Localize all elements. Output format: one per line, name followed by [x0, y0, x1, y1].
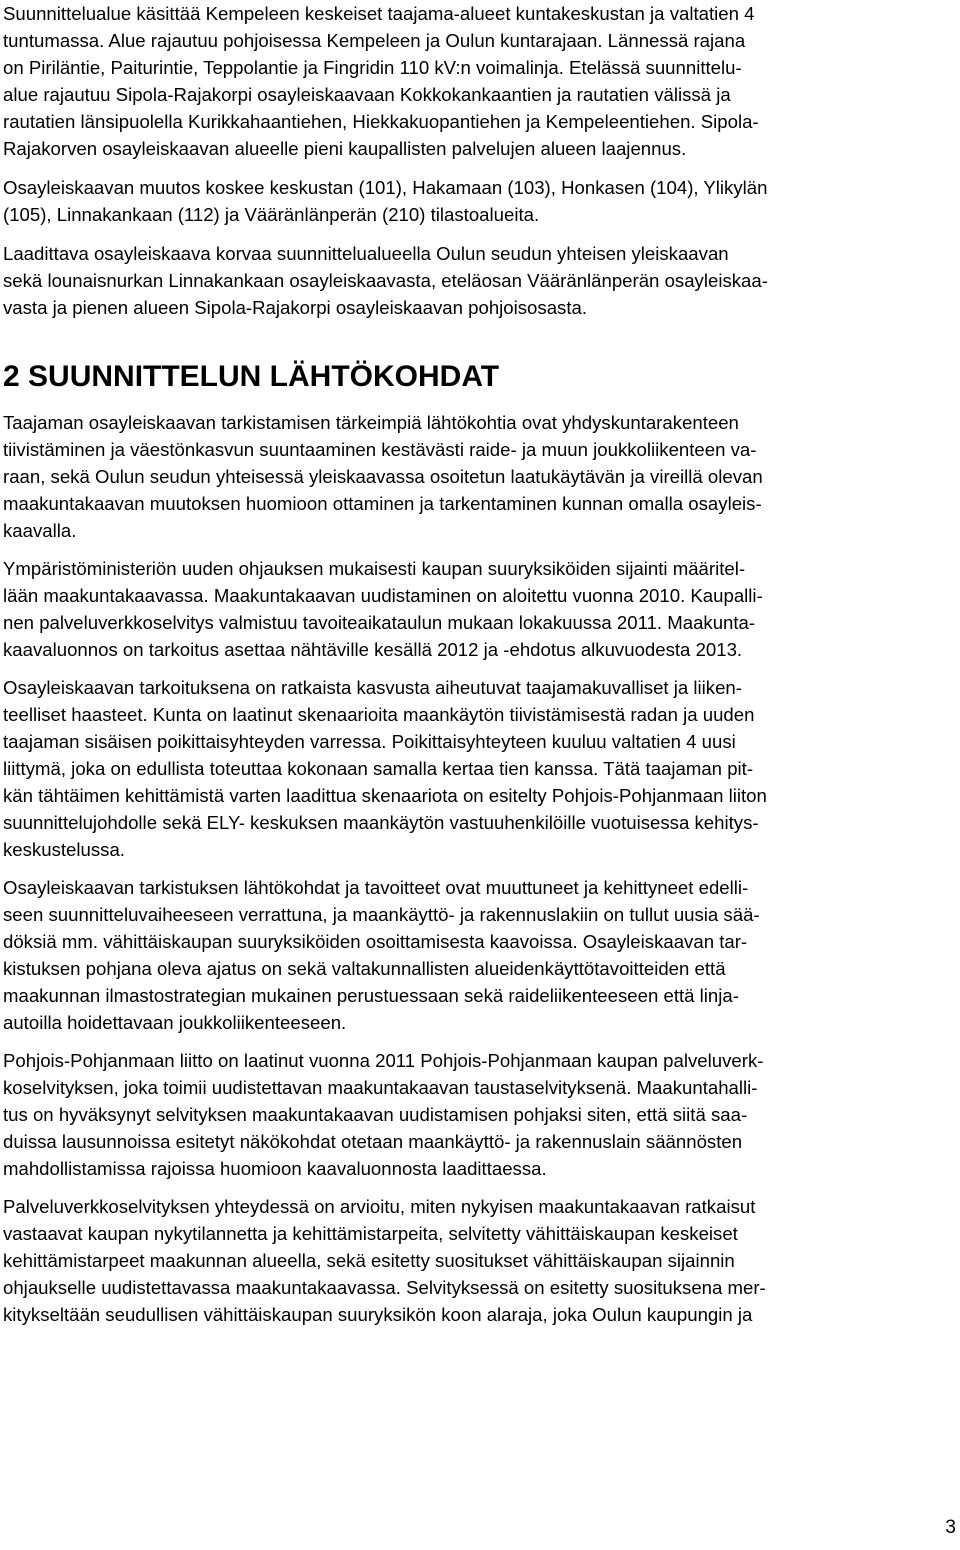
- text-line: teelliset haasteet. Kunta on laatinut skenaarioita maankäytön tiivistämisestä radan ja uuden: [3, 704, 755, 725]
- text-line: Ympäristöministeriön uuden ohjauksen mukaisesti kaupan suuryksiköiden sijainti määritel-: [3, 558, 746, 579]
- text-line: Taajaman osayleiskaavan tarkistamisen tärkeimpiä lähtökohtia ovat yhdyskuntarakenteen: [3, 412, 739, 433]
- text-line: duissa lausunnoissa esitetyt näkökohdat otetaan maankäyttö- ja rakennuslain säännösten: [3, 1131, 743, 1152]
- text-line: tiivistäminen ja väestönkasvun suuntaaminen kestävästi raide- ja muun joukkoliikenteen va-: [3, 439, 757, 460]
- page-number: 3: [945, 1517, 956, 1538]
- paragraph-ministry-guidance: [3, 555, 957, 663]
- text-line: Laadittava osayleiskaava korvaa suunnittelualueella Oulun seudun yhteisen yleiskaavan: [3, 243, 729, 264]
- paragraph-replaced-plans: [3, 240, 957, 321]
- paragraph-planning-area: [3, 0, 957, 162]
- paragraph-statistical-areas: [3, 174, 957, 228]
- text-line: Palveluverkkoselvityksen yhteydessä on arvioitu, miten nykyisen maakuntakaavan ratkaisut: [3, 1196, 756, 1217]
- text-line: lään maakuntakaavassa. Maakuntakaavan uudistaminen on aloitettu vuonna 2010. Kaupalli-: [3, 585, 763, 606]
- text-line: Osayleiskaavan muutos koskee keskustan (101), Hakamaan (103), Honkasen (104), Ylikylän: [3, 177, 768, 198]
- text-line: döksiä mm. vähittäiskaupan suuryksiköiden osoittamisesta kaavoissa. Osayleiskaavan tar-: [3, 931, 748, 952]
- text-line: on Piriläntie, Paiturintie, Teppolantie ja Fingridin 110 kV:n voimalinja. Etelässä suunnittelu-: [3, 57, 742, 78]
- text-line: keskustelussa.: [3, 839, 125, 860]
- text-line: kän tähtäimen kehittämistä varten laadittua skenaariota on esitelty Pohjois-Pohjanmaan liiton: [3, 785, 767, 806]
- text-line: tus on hyväksynyt selvityksen maakuntakaavan uudistamisen pohjaksi siten, että siitä saa-: [3, 1104, 748, 1125]
- text-line: kaavalla.: [3, 520, 77, 541]
- paragraph-regional-council: [3, 1047, 957, 1182]
- text-line: koselvityksen, joka toimii uudistettavan maakuntakaavan taustaselvityksenä. Maakuntahalli-: [3, 1077, 758, 1098]
- text-line: raan, sekä Oulun seudun yhteisessä yleiskaavassa osoitetun laatukäytävän ja vireillä olevan: [3, 466, 763, 487]
- text-line: (105), Linnakankaan (112) ja Vääränlänperän (210) tilastoalueita.: [3, 204, 540, 225]
- paragraph-revision-goals: [3, 874, 957, 1036]
- text-line: rautatien länsipuolella Kurikkahaantiehen, Hiekkakuopantiehen ja Kempeleentiehen. Sipola-: [3, 111, 759, 132]
- paragraph-plan-purpose: [3, 674, 957, 863]
- text-line: Osayleiskaavan tarkistuksen lähtökohdat ja tavoitteet ovat muuttuneet ja kehittyneet edelli-: [3, 877, 749, 898]
- text-line: liittymä, joka on edullista toteuttaa kokonaan samalla kertaa tien kanssa. Tätä taajaman pit-: [3, 758, 754, 779]
- paragraph-starting-points: [3, 409, 957, 544]
- text-line: ohjaukselle uudistettavassa maakuntakaavassa. Selvityksessä on esitetty suosituksena mer-: [3, 1277, 766, 1298]
- text-line: nen palveluverkkoselvitys valmistuu tavoiteaikataulun mukaan lokakuussa 2011. Maakunta-: [3, 612, 756, 633]
- text-line: alue rajautuu Sipola-Rajakorpi osayleiskaavaan Kokkokankaantien ja rautatien välissä ja: [3, 84, 731, 105]
- section-heading: 2 SUUNNITTELUN LÄHTÖKOHDAT: [3, 360, 500, 393]
- text-line: kaavaluonnos on tarkoitus asettaa nähtäville kesällä 2012 ja -ehdotus alkuvuodesta 2013.: [3, 639, 743, 660]
- text-line: kistuksen pohjana oleva ajatus on sekä valtakunnallisten alueidenkäyttötavoitteiden että: [3, 958, 726, 979]
- text-line: kehittämistarpeet maakunnan alueella, sekä esitetty suositukset vähittäiskaupan sijainnin: [3, 1250, 735, 1271]
- text-line: Pohjois-Pohjanmaan liitto on laatinut vuonna 2011 Pohjois-Pohjanmaan kaupan palveluverk-: [3, 1050, 764, 1071]
- text-line: Rajakorven osayleiskaavan alueelle pieni kaupallisten palvelujen alueen laajennus.: [3, 138, 687, 159]
- text-line: vastaavat kaupan nykytilannetta ja kehittämistarpeita, selvitetty vähittäiskaupan keskeiset: [3, 1223, 738, 1244]
- text-line: tuntumassa. Alue rajautuu pohjoisessa Kempeleen ja Oulun kuntarajaan. Lännessä rajana: [3, 30, 746, 51]
- document-body: [3, 0, 957, 1328]
- text-line: taajaman sisäisen poikittaisyhteyden varressa. Poikittaisyhteyteen kuuluu valtatien 4 uusi: [3, 731, 736, 752]
- text-line: Osayleiskaavan tarkoituksena on ratkaista kasvusta aiheutuvat taajamakuvalliset ja liiken-: [3, 677, 742, 698]
- text-line: kitykseltään seudullisen vähittäiskaupan suuryksikön koon alaraja, joka Oulun kaupungin ja: [3, 1304, 753, 1325]
- text-line: sekä lounaisnurkan Linnakankaan osayleiskaavasta, eteläosan Vääränlänperän osayleiskaa-: [3, 270, 768, 291]
- text-line: seen suunnitteluvaiheeseen verrattuna, ja maankäyttö- ja rakennuslakiin on tullut uusia sää-: [3, 904, 760, 925]
- text-line: mahdollistamissa rajoissa huomioon kaavaluonnosta laadittaessa.: [3, 1158, 547, 1179]
- text-line: suunnittelujohdolle sekä ELY- keskuksen maankäytön vastuuhenkilöille vuotuisessa kehitys-: [3, 812, 759, 833]
- paragraph-service-network: [3, 1193, 957, 1328]
- text-line: autoilla hoidettavaan joukkoliikenteeseen.: [3, 1012, 347, 1033]
- text-line: Suunnittelualue käsittää Kempeleen keskeiset taajama-alueet kuntakeskustan ja valtatien 4: [3, 3, 755, 24]
- text-line: maakunnan ilmastostrategian mukainen perustuessaan sekä raideliikenteeseen että linja-: [3, 985, 739, 1006]
- text-line: vasta ja pienen alueen Sipola-Rajakorpi osayleiskaavan pohjoisosasta.: [3, 297, 588, 318]
- text-line: maakuntakaavan muutoksen huomioon ottaminen ja tarkentaminen kunnan omalla osayleis-: [3, 493, 762, 514]
